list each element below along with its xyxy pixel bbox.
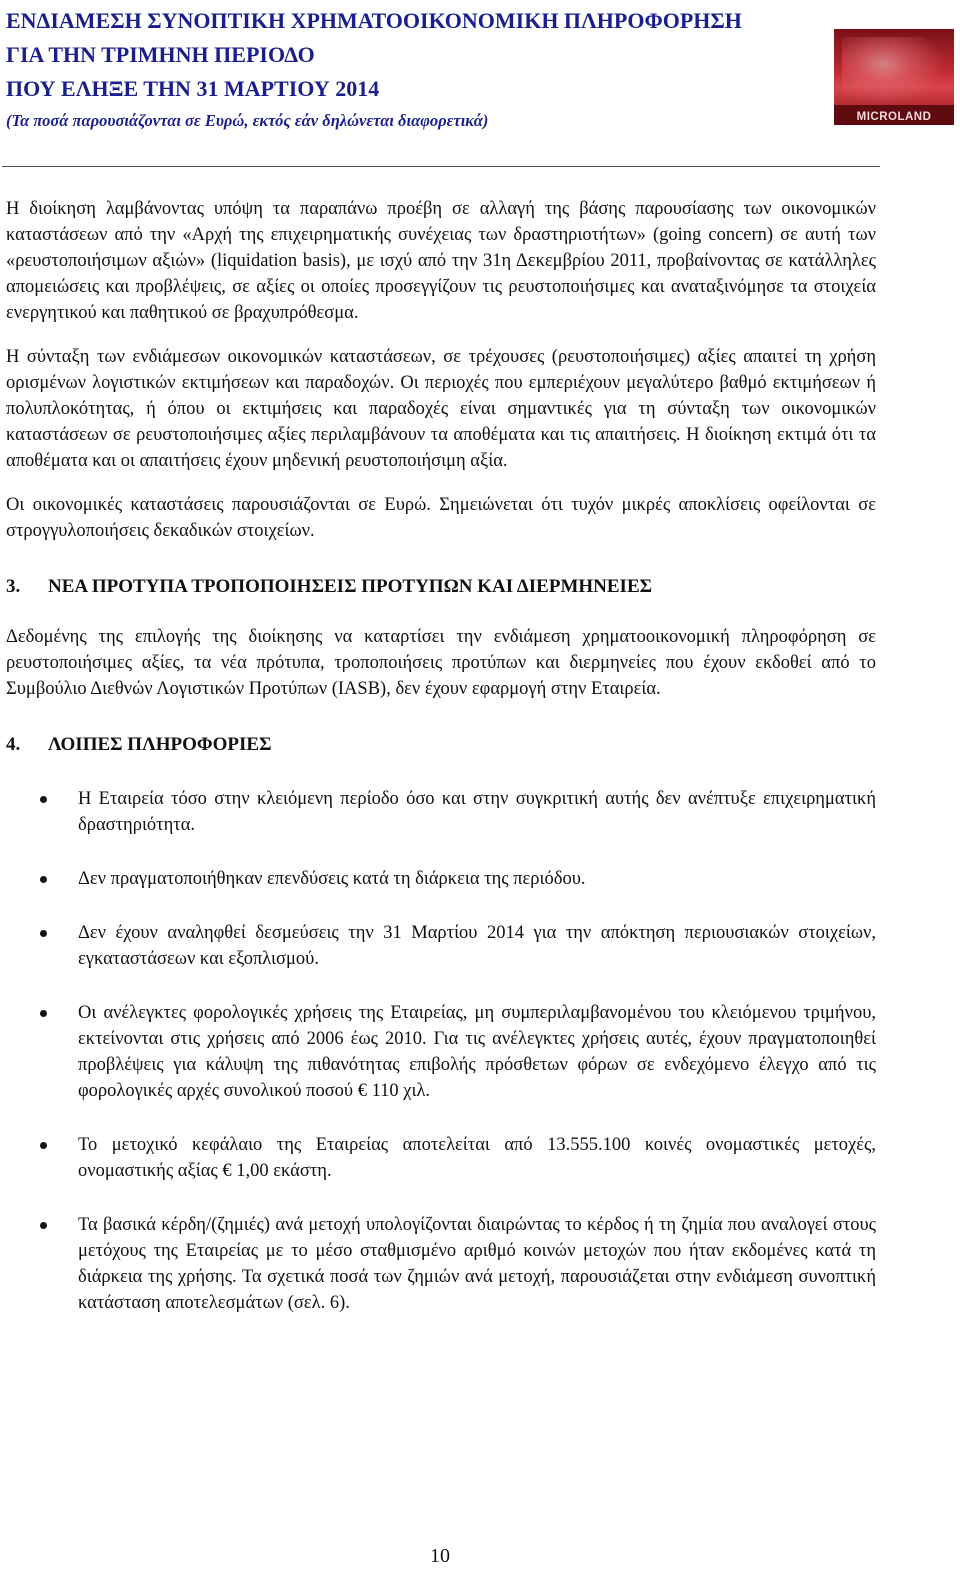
- page-header: [0, 0, 960, 168]
- header-title-block: [6, 4, 806, 134]
- section-3-text: Δεδομένης της επιλογής της διοίκησης να καταρτίσει την ενδιάμεση χρηματοοικονομική πληροφόρηση σε ρευστοποιήσιμες αξίες, τα νέα πρότυπα, τροποποιήσεις προτύπων και διερμηνείες που έχουν εκδοθεί από το Συμβούλιο Διεθνών Λογιστικών Προτύπων (IASB), δεν έχουν εφαρμογή στην Εταιρεία.: [6, 627, 876, 699]
- list-item-text: Το μετοχικό κεφάλαιο της Εταιρείας αποτελείται από 13.555.100 κοινές ονομαστικές μετοχές, ονομαστικής αξίας € 1,00 εκάστη.: [78, 1135, 876, 1181]
- page-number: 10: [430, 1545, 450, 1567]
- paragraph-liquidation-basis: Η διοίκηση λαμβάνοντας υπόψη τα παραπάνω προέβη σε αλλαγή της βάσης παρουσίασης των οικονομικών καταστάσεων από την «Αρχή της επιχειρηματικής συνέχειας των δραστηριοτήτων» (going concern) σε αυτή των «ρευστοποιήσιμων αξιών» (liquidation basis), με ισχύ από την 31η Δεκεμβρίου 2011, προβαίνοντας σε κατάλληλες απομειώσεις και προβλέψεις, σε αξίες οι οποίες προσεγγίζουν τις ρευστοποιήσιμες και αναταξινόμησε τα στοιχεία ενεργητικού και παθητικού σε βραχυπρόθεσμα.: [6, 199, 876, 323]
- list-item: [6, 786, 876, 838]
- list-item: [6, 866, 876, 892]
- list-item: [6, 1132, 876, 1184]
- paragraph-currency: Οι οικονομικές καταστάσεις παρουσιάζονται σε Ευρώ. Σημειώνεται ότι τυχόν μικρές αποκλίσεις οφείλονται σε στρογγυλοποιήσεις δεκαδικών στοιχείων.: [6, 495, 876, 541]
- company-logo: [834, 29, 954, 125]
- header-currency-note: (Τα ποσά παρουσιάζονται σε Ευρώ, εκτός εάν δηλώνεται διαφορετικά): [6, 111, 489, 130]
- bullet-icon: [40, 796, 47, 803]
- paragraph-estimates: Η σύνταξη των ενδιάμεσων οικονομικών καταστάσεων, σε τρέχουσες (ρευστοποιήσιμες) αξίες απαιτεί τη χρήση ορισμένων λογιστικών εκτιμήσεων και παραδοχών. Οι περιοχές που εμπεριέχουν μεγαλύτερο βαθμό εκτιμήσεων ή πολυπλοκότητας, ή όπου οι εκτιμήσεις και παραδοχές είναι σημαντικές για τη σύνταξη των οικονομικών καταστάσεων σε ρευστοποιήσιμες αξίες περιλαμβάνουν τα αποθέματα και τις απαιτήσεις. Η διοίκηση εκτιμά ότι τα αποθέματα και οι απαιτήσεις έχουν μηδενική ρευστοποιήσιμη αξία.: [6, 347, 876, 471]
- list-item-text: Δεν πραγματοποιήθηκαν επενδύσεις κατά τη διάρκεια της περιόδου.: [78, 869, 586, 889]
- header-divider: [2, 166, 880, 167]
- bullet-icon: [40, 930, 47, 937]
- list-item: [6, 920, 876, 972]
- logo-text: MICROLAND: [856, 111, 932, 123]
- list-item-text: Τα βασικά κέρδη/(ζημιές) ανά μετοχή υπολογίζονται διαιρώντας το κέρδος ή τη ζημία που αναλογεί στους μετόχους της Εταιρείας με το μέσο σταθμισμένο αριθμό κοινών μετοχών που ήταν εκδομένες κατά τη διάρκεια της χρήσης. Τα σχετικά ποσά των ζημιών ανά μετοχή, παρουσιάζεται στην ενδιάμεση συνοπτική κατάσταση αποτελεσμάτων (σελ. 6).: [78, 1215, 876, 1313]
- list-item: [6, 1000, 876, 1104]
- bullet-icon: [40, 1142, 47, 1149]
- section-3-number: 3.: [6, 576, 21, 597]
- list-item-text: Δεν έχουν αναληφθεί δεσμεύσεις την 31 Μαρτίου 2014 για την απόκτηση περιουσιακών στοιχείων, εγκαταστάσεων και εξοπλισμού.: [78, 923, 876, 969]
- bullet-icon: [40, 876, 47, 883]
- list-item-text: Η Εταιρεία τόσο στην κλειόμενη περίοδο όσο και στην συγκριτική αυτής δεν ανέπτυξε επιχειρηματική δραστηριότητα.: [78, 789, 876, 835]
- logo-emblem-icon: [842, 37, 946, 105]
- list-item: [6, 1212, 876, 1316]
- section-4-number: 4.: [6, 734, 21, 755]
- section-3-title: ΝΕΑ ΠΡΟΤΥΠΑ ΤΡΟΠΟΠΟΙΗΣΕΙΣ ΠΡΟΤΥΠΩΝ ΚΑΙ ΔΙΕΡΜΗΝΕΙΕΣ: [48, 576, 653, 597]
- section-3-heading: [6, 574, 876, 600]
- bullet-icon: [40, 1222, 47, 1229]
- section-4-title: ΛΟΙΠΕΣ ΠΛΗΡΟΦΟΡΙΕΣ: [48, 734, 272, 755]
- section-4-heading: [6, 732, 876, 758]
- document-body: [6, 196, 876, 1344]
- bullet-icon: [40, 1010, 47, 1017]
- list-item-text: Οι ανέλεγκτες φορολογικές χρήσεις της Εταιρείας, μη συμπεριλαμβανομένου του κλειόμενου τριμήνου, εκτείνονται στις χρήσεις από 2006 έως 2010. Για τις ανέλεγκτες χρήσεις αυτές, έχουν πραγματοποιηθεί προβλέψεις για κάλυψη της πιθανότητας επιβολής πρόσθετων φόρων σε ενδεχόμενο έλεγχο από τις φορολογικές αρχές συνολικού ποσού € 110 χιλ.: [78, 1003, 876, 1101]
- header-title-line-1: ΕΝΔΙΑΜΕΣΗ ΣΥΝΟΠΤΙΚΗ ΧΡΗΜΑΤΟΟΙΚΟΝΟΜΙΚΗ ΠΛΗΡΟΦΟΡΗΣΗ: [6, 8, 742, 33]
- header-title-line-2: ΓΙΑ ΤΗΝ ΤΡΙΜΗΝΗ ΠΕΡΙΟΔΟ: [6, 42, 315, 67]
- header-title-line-3: ΠΟΥ ΕΛΗΞΕ ΤΗΝ 31 ΜΑΡΤΙΟΥ 2014: [6, 76, 380, 101]
- section-4-bullet-list: [6, 786, 876, 1316]
